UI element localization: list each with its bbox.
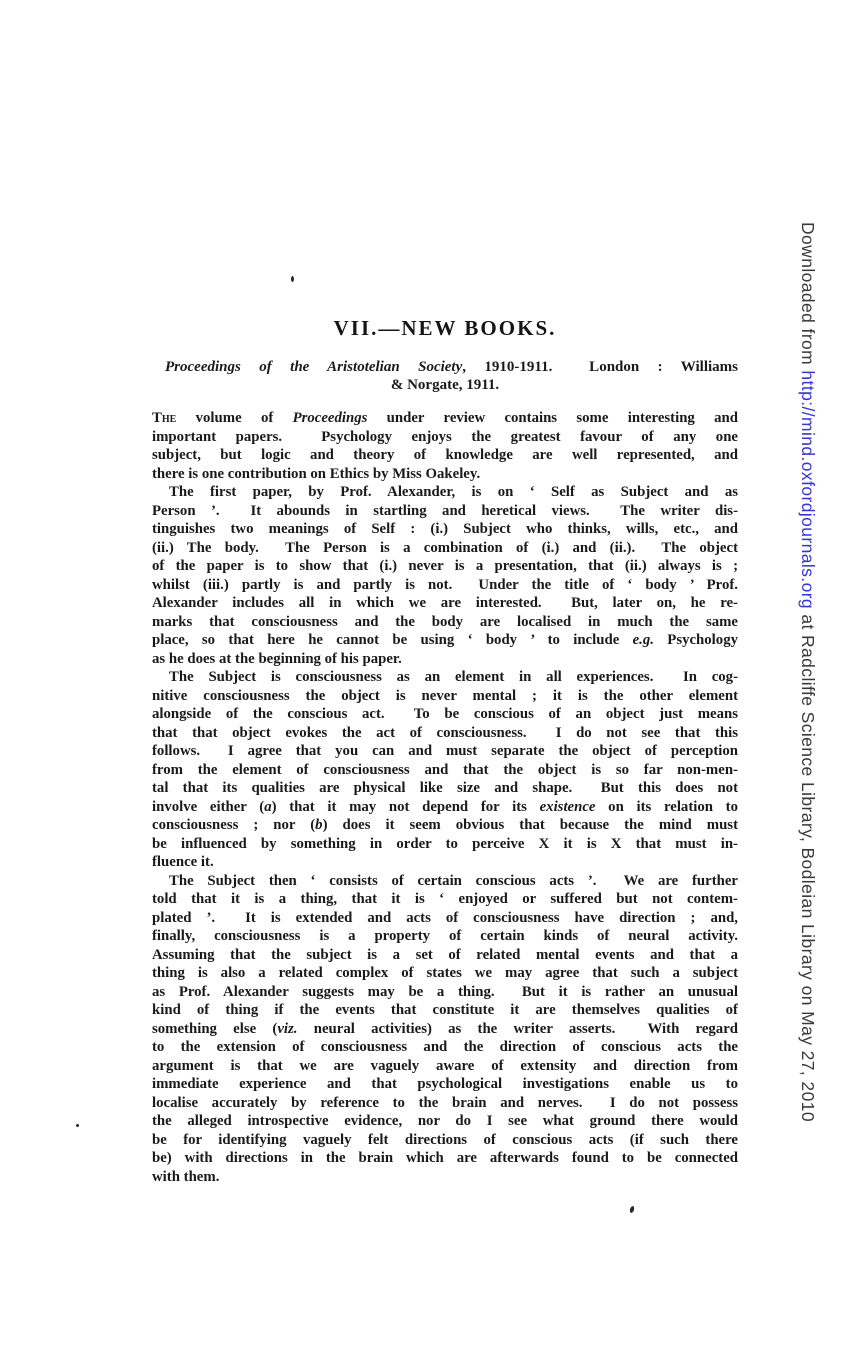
- text-line: with them.: [152, 1168, 220, 1185]
- download-watermark: [797, 222, 818, 1122]
- text-line: as Prof. Alexander suggests may be a thing. But it is rather an unusual: [152, 983, 738, 1000]
- text-line: whilst (iii.) partly is and partly is not. Under the title of ‘ body ’ Prof.: [152, 576, 738, 593]
- text-line: of the paper is to show that (i.) never is a presentation, that (ii.) always is ;: [152, 558, 738, 574]
- text-line: thing is also a related complex of states we may agree that such a subject: [152, 965, 738, 981]
- text-line: be for identifying vaguely felt directions of conscious acts (if such there: [152, 1131, 738, 1148]
- text-line: The Subject is consciousness as an element in all experiences. In cog-: [169, 669, 738, 685]
- text-line: Assuming that the subject is a set of related mental events and that a: [152, 946, 738, 963]
- scan-speck: [629, 1206, 635, 1214]
- text-line: marks that consciousness and the body are localised in much the same: [152, 613, 738, 630]
- text-line: follows. I agree that you can and must separate the object of perception: [152, 743, 738, 759]
- scan-speck: [291, 276, 294, 282]
- text-line: tal that its qualities are physical like size and shape. But this does not: [152, 780, 738, 796]
- text-line: consciousness ; nor (b) does it seem obvious that because the mind must: [152, 817, 738, 833]
- text-line: that that object evokes the act of consciousness. I do not see that this: [152, 724, 738, 741]
- text-line: The first paper, by Prof. Alexander, is on ‘ Self as Subject and as: [169, 484, 738, 500]
- article-column: [152, 316, 738, 1186]
- review-body: [152, 409, 738, 1186]
- text-line: subject, but logic and theory of knowledge are well represented, and: [152, 447, 738, 463]
- watermark-suffix: at Radcliffe Science Library, Bodleian Library on May 27, 2010: [798, 609, 818, 1122]
- text-line: something else (viz. neural activities) as the writer asserts. With regard: [152, 1020, 739, 1037]
- text-line: be influenced by something in order to perceive X it is X that must in-: [152, 835, 738, 852]
- text-line: important papers. Psychology enjoys the greatest favour of any one: [152, 428, 738, 445]
- text-line: Person ’. It abounds in startling and heretical views. The writer dis-: [152, 502, 738, 519]
- text-line: immediate experience and that psychological investigations enable us to: [152, 1076, 738, 1092]
- text-line: alongside of the conscious act. To be conscious of an object just means: [152, 706, 738, 722]
- text-line: argument is that we are vaguely aware of extensity and direction from: [152, 1057, 738, 1074]
- text-line: from the element of consciousness and that the object is so far non-men-: [152, 761, 738, 778]
- text-line: Alexander includes all in which we are interested. But, later on, he re-: [152, 595, 738, 611]
- text-line: to the extension of consciousness and the direction of conscious acts the: [152, 1039, 738, 1055]
- citation-line-1: Proceedings of the Aristotelian Society, 1910-1911. London : Williams: [165, 359, 739, 375]
- watermark-url: http://mind.oxfordjournals.org: [798, 370, 818, 610]
- text-line: fluence it.: [152, 854, 214, 870]
- citation-line-2: & Norgate, 1911.: [390, 377, 500, 393]
- text-line: the alleged introspective evidence, nor do I see what ground there would: [152, 1113, 738, 1129]
- text-line: finally, consciousness is a property of certain kinds of neural activity.: [152, 928, 738, 944]
- text-line: The volume of Proceedings under review contains some interesting and: [152, 410, 738, 426]
- text-line: told that it is a thing, that it is ‘ enjoyed or suffered but not contem-: [152, 891, 738, 907]
- book-citation: [152, 358, 738, 394]
- text-line: be) with directions in the brain which are afterwards found to be connected: [152, 1150, 738, 1166]
- watermark-prefix: Downloaded from: [798, 222, 818, 371]
- text-line: localise accurately by reference to the brain and nerves. I do not possess: [152, 1094, 738, 1111]
- text-line: kind of thing if the events that constitute it are themselves qualities of: [152, 1002, 738, 1018]
- section-title: VII.—NEW BOOKS.: [333, 316, 557, 340]
- text-line: plated ’. It is extended and acts of consciousness have direction ; and,: [152, 909, 738, 926]
- text-line: The Subject then ‘ consists of certain conscious acts ’. We are further: [169, 872, 738, 889]
- text-line: as he does at the beginning of his paper.: [152, 650, 402, 667]
- text-line: there is one contribution on Ethics by Miss Oakeley.: [152, 465, 481, 482]
- scan-speck: [76, 1124, 79, 1127]
- text-line: involve either (a) that it may not depend for its existence on its relation to: [152, 798, 738, 815]
- text-line: place, so that here he cannot be using ‘ body ’ to include e.g. Psychology: [152, 632, 738, 648]
- text-line: tinguishes two meanings of Self : (i.) Subject who thinks, wills, etc., and: [152, 521, 738, 537]
- text-line: (ii.) The body. The Person is a combination of (i.) and (ii.). The object: [152, 539, 738, 556]
- text-line: nitive consciousness the object is never mental ; it is the other element: [152, 687, 738, 704]
